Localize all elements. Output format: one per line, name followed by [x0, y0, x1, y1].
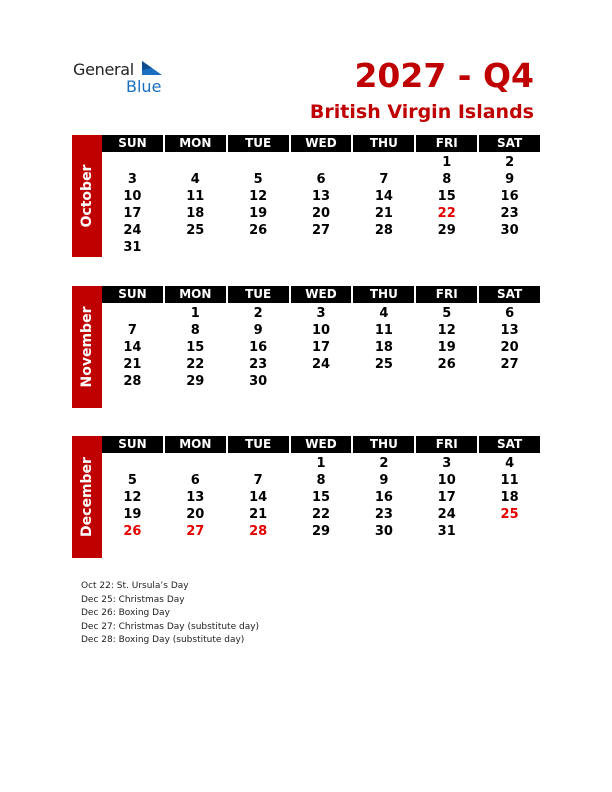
day-cell	[228, 239, 289, 256]
day-cell: 16	[249, 340, 268, 355]
day-cell: 24	[123, 223, 142, 238]
day-cell	[165, 239, 226, 256]
day-cell: 23	[374, 507, 393, 522]
holiday-item: Dec 26: Boxing Day	[81, 608, 170, 619]
day-cell: 15	[437, 189, 456, 204]
holiday-item: Dec 27: Christmas Day (substitute day)	[81, 621, 260, 632]
day-cell: 19	[437, 340, 456, 355]
day-cell: 27	[186, 524, 205, 539]
day-cell: 14	[374, 189, 393, 204]
day-cell: 29	[437, 223, 456, 238]
day-cell: 11	[500, 473, 519, 488]
holiday-item: Oct 22: St. Ursula’s Day	[81, 581, 189, 591]
holiday-item: Dec 25: Christmas Day	[81, 594, 185, 605]
day-cell: 31	[437, 524, 456, 539]
day-cell: 6	[316, 172, 326, 187]
day-cell: 21	[123, 357, 142, 372]
day-cell	[165, 154, 226, 171]
logo-text-blue: Blue	[126, 77, 162, 96]
day-cell: 8	[316, 473, 326, 488]
day-cell: 29	[311, 524, 331, 539]
weekday-header-cell: THU	[353, 135, 414, 152]
day-cell: 4	[379, 306, 389, 321]
day-cell: 28	[374, 223, 393, 238]
day-cell: 26	[123, 524, 142, 539]
week-row	[102, 472, 540, 489]
day-cell: 14	[123, 340, 142, 355]
weekday-header	[102, 436, 540, 453]
weekday-header-cell: THU	[353, 436, 414, 453]
month-name: November	[79, 306, 95, 388]
weekday-header-cell: MON	[165, 436, 226, 453]
day-cell: 29	[186, 374, 205, 389]
week-row	[102, 205, 540, 222]
month-november	[72, 286, 540, 408]
weekday-header-cell: THU	[353, 286, 414, 303]
day-cell: 17	[437, 490, 456, 505]
weekday-header-cell: FRI	[416, 135, 477, 152]
day-cell: 19	[249, 206, 268, 221]
holiday-item: Dec 28: Boxing Day (substitute day)	[81, 635, 245, 646]
day-cell: 9	[505, 172, 515, 187]
day-cell: 9	[253, 323, 263, 338]
day-cell: 26	[249, 223, 268, 238]
month-name: October	[79, 164, 95, 228]
weekday-header-cell: MON	[165, 286, 226, 303]
day-cell: 28	[123, 374, 142, 389]
day-cell: 16	[500, 189, 519, 204]
day-cell: 6	[190, 473, 200, 488]
day-cell: 22	[437, 206, 456, 221]
weekday-header-cell: SAT	[479, 436, 540, 453]
day-cell: 25	[374, 357, 393, 372]
weekday-header	[102, 135, 540, 152]
day-cell: 18	[374, 340, 393, 355]
day-cell: 18	[500, 490, 519, 505]
week-row	[102, 171, 540, 188]
month-tab	[72, 436, 102, 558]
day-cell: 30	[500, 223, 519, 238]
day-cell: 25	[500, 507, 519, 522]
day-cell	[291, 154, 352, 171]
week-row	[102, 523, 540, 540]
day-cell: 13	[500, 323, 519, 338]
week-row	[102, 339, 540, 356]
day-cell: 27	[500, 357, 519, 372]
day-cell: 15	[311, 490, 331, 505]
day-cell	[479, 373, 540, 390]
day-cell: 19	[123, 507, 142, 522]
week-row	[102, 154, 540, 171]
weekday-header-cell: WED	[291, 135, 352, 152]
day-cell: 20	[500, 340, 519, 355]
day-cell: 13	[311, 189, 331, 204]
day-cell	[102, 455, 163, 472]
day-cell: 24	[311, 357, 331, 372]
weekday-header-cell: FRI	[416, 436, 477, 453]
week-row	[102, 489, 540, 506]
day-cell: 4	[190, 172, 200, 187]
day-cell	[479, 239, 540, 256]
logo-flag-icon	[142, 61, 162, 75]
day-cell: 8	[190, 323, 200, 338]
day-cell: 21	[374, 206, 393, 221]
month-tab	[72, 135, 102, 257]
day-cell	[353, 373, 414, 390]
weekday-header-cell: TUE	[228, 436, 289, 453]
day-cell: 20	[186, 507, 205, 522]
day-cell: 30	[374, 524, 393, 539]
day-cell: 25	[186, 223, 205, 238]
weekday-header-cell: TUE	[228, 286, 289, 303]
day-cell: 1	[190, 306, 200, 321]
day-cell: 24	[437, 507, 456, 522]
day-cell	[228, 455, 289, 472]
month-october	[72, 135, 540, 257]
day-cell	[165, 455, 226, 472]
day-cell: 16	[374, 490, 393, 505]
week-row	[102, 239, 540, 256]
day-cell: 20	[311, 206, 331, 221]
day-cell: 3	[316, 306, 326, 321]
day-cell: 12	[437, 323, 456, 338]
weekday-header-cell: SUN	[102, 135, 163, 152]
day-cell: 13	[186, 490, 205, 505]
day-cell: 4	[505, 456, 515, 471]
page-title: 2027 - Q4	[354, 56, 534, 95]
weekday-header-cell: TUE	[228, 135, 289, 152]
week-row	[102, 373, 540, 390]
weekday-header-cell: FRI	[416, 286, 477, 303]
day-cell: 3	[127, 172, 137, 187]
day-cell	[102, 154, 163, 171]
day-cell: 5	[442, 306, 452, 321]
day-cell: 7	[127, 323, 137, 338]
month-name: December	[79, 457, 95, 537]
day-cell: 17	[123, 206, 142, 221]
day-cell: 10	[437, 473, 456, 488]
week-row	[102, 356, 540, 373]
day-cell: 7	[379, 172, 389, 187]
day-cell: 2	[379, 456, 389, 471]
day-cell: 1	[442, 155, 452, 170]
day-cell	[228, 154, 289, 171]
day-cell: 11	[374, 323, 393, 338]
day-cell: 15	[186, 340, 205, 355]
day-cell: 12	[123, 490, 142, 505]
day-cell: 6	[505, 306, 515, 321]
day-cell: 28	[249, 524, 268, 539]
day-cell	[479, 523, 540, 540]
day-cell: 21	[249, 507, 268, 522]
week-row	[102, 455, 540, 472]
country-subtitle: British Virgin Islands	[309, 101, 534, 123]
day-cell: 11	[186, 189, 205, 204]
week-row	[102, 188, 540, 205]
day-cell	[291, 239, 352, 256]
day-cell: 22	[311, 507, 331, 522]
weekday-header	[102, 286, 540, 303]
weekday-header-cell: WED	[291, 436, 352, 453]
week-row	[102, 222, 540, 239]
day-cell	[353, 154, 414, 171]
day-cell: 17	[311, 340, 331, 355]
day-cell: 5	[127, 473, 137, 488]
day-cell: 3	[442, 456, 452, 471]
day-cell	[353, 239, 414, 256]
day-cell	[291, 373, 352, 390]
month-tab	[72, 286, 102, 408]
day-cell: 23	[500, 206, 519, 221]
weekday-header-cell: SAT	[479, 135, 540, 152]
month-december	[72, 436, 540, 558]
day-cell: 27	[311, 223, 331, 238]
day-cell: 30	[249, 374, 268, 389]
weekday-header-cell: MON	[165, 135, 226, 152]
week-row	[102, 506, 540, 523]
weekday-header-cell: SUN	[102, 286, 163, 303]
day-cell: 14	[249, 490, 268, 505]
day-cell: 22	[186, 357, 205, 372]
holiday-list	[81, 580, 259, 648]
day-cell: 2	[505, 155, 515, 170]
day-cell: 2	[253, 306, 263, 321]
weekday-header-cell: SUN	[102, 436, 163, 453]
day-cell: 5	[253, 172, 263, 187]
week-row	[102, 305, 540, 322]
week-row	[102, 322, 540, 339]
day-cell: 8	[442, 172, 452, 187]
day-cell: 10	[311, 323, 331, 338]
logo-text-general: General	[73, 60, 134, 79]
day-cell: 7	[253, 473, 263, 488]
day-cell: 12	[249, 189, 268, 204]
day-cell	[416, 373, 477, 390]
day-cell: 23	[249, 357, 268, 372]
day-cell: 26	[437, 357, 456, 372]
day-cell: 1	[316, 456, 326, 471]
day-cell: 31	[123, 240, 142, 255]
day-cell: 9	[379, 473, 389, 488]
day-cell: 18	[186, 206, 205, 221]
day-cell: 10	[123, 189, 142, 204]
weekday-header-cell: SAT	[479, 286, 540, 303]
weekday-header-cell: WED	[291, 286, 352, 303]
day-cell	[102, 305, 163, 322]
day-cell	[416, 239, 477, 256]
